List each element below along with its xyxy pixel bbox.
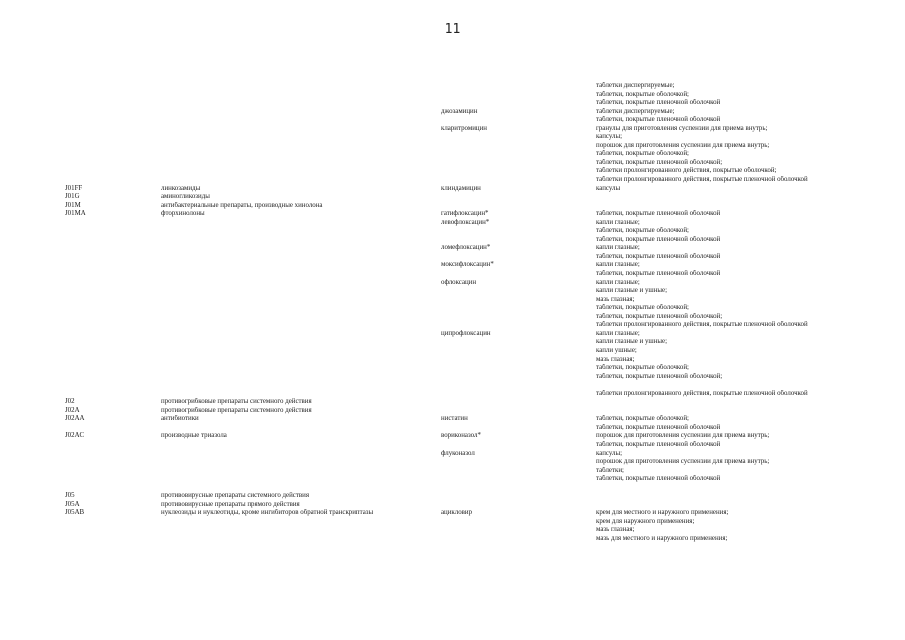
drug-name-cell	[441, 475, 596, 484]
dosage-form-cell: таблетки, покрытые пленочной оболочкой	[596, 252, 721, 260]
table-row	[65, 193, 880, 202]
dosage-form-cell: капсулы	[596, 184, 621, 192]
dosage-form-cell	[596, 202, 880, 211]
pharmacological-group-cell	[161, 467, 441, 476]
atc-code-cell	[65, 424, 161, 433]
pharmacological-group-cell	[161, 441, 441, 450]
pharmacological-group-cell	[161, 313, 441, 322]
dosage-form-cell	[596, 398, 880, 407]
pharmacological-group-cell	[161, 450, 441, 459]
dosage-form-cell	[596, 492, 880, 501]
drug-name-cell	[441, 424, 596, 433]
pharmacological-group-cell	[161, 296, 441, 305]
atc-code-cell	[65, 518, 161, 527]
dosage-form-cell: таблетки, покрытые оболочкой;	[596, 364, 689, 372]
drug-name-cell	[441, 526, 596, 535]
pharmacological-group-cell	[161, 270, 441, 279]
pharmacological-group-cell: противогрибковые препараты системного действия	[161, 398, 312, 406]
dosage-form-cell: таблетки, покрытые пленочной оболочкой;	[596, 372, 723, 380]
pharmacological-group-cell	[161, 458, 441, 467]
table-row	[65, 373, 880, 382]
drug-name-cell	[441, 501, 596, 510]
atc-code-cell: J05A	[65, 500, 80, 508]
table-row	[65, 210, 880, 219]
atc-code-cell	[65, 116, 161, 125]
pharmacological-group-cell	[161, 125, 441, 134]
table-row	[65, 347, 880, 356]
table-row	[65, 287, 880, 296]
drug-name-cell	[441, 373, 596, 382]
table-row	[65, 99, 880, 108]
dosage-form-cell: таблетки, покрытые пленочной оболочкой	[596, 116, 721, 124]
drug-name-cell: гатифлоксацин*	[441, 210, 489, 218]
drug-name-cell	[441, 407, 596, 416]
drug-name-cell	[441, 202, 596, 211]
atc-code-cell	[65, 364, 161, 373]
dosage-form-cell: порошок для приготовления суспензии для приема внутрь;	[596, 458, 770, 466]
dosage-form-cell: таблетки, покрытые пленочной оболочкой	[596, 270, 721, 278]
pharmacological-group-cell	[161, 91, 441, 100]
dosage-form-cell: таблетки, покрытые пленочной оболочкой	[596, 99, 721, 107]
row-spacer-cell	[65, 381, 880, 390]
table-row	[65, 321, 880, 330]
drug-name-cell	[441, 142, 596, 151]
table-row	[65, 304, 880, 313]
drug-name-cell: вориконазол*	[441, 432, 481, 440]
dosage-form-cell: таблетки пролонгированного действия, покрытые пленочной оболочкой	[596, 389, 808, 397]
dosage-form-cell: капсулы;	[596, 133, 622, 141]
atc-code-cell	[65, 219, 161, 228]
drug-name-cell	[441, 390, 596, 399]
dosage-form-cell: таблетки, покрытые пленочной оболочкой	[596, 423, 721, 431]
atc-code-cell: J01FF	[65, 184, 83, 192]
drug-name-cell: моксифлоксацин*	[441, 261, 494, 269]
drug-name-cell: офлоксацин	[441, 278, 477, 286]
table-row	[65, 475, 880, 484]
atc-code-cell: J05AB	[65, 509, 85, 517]
drug-name-cell	[441, 356, 596, 365]
dosage-form-cell: таблетки, покрытые пленочной оболочкой	[596, 210, 721, 218]
drug-name-cell	[441, 176, 596, 185]
table-row	[65, 526, 880, 535]
pharmacological-group-cell	[161, 159, 441, 168]
pharmacological-group-cell	[161, 116, 441, 125]
table-row	[65, 467, 880, 476]
atc-code-cell	[65, 458, 161, 467]
table-row	[65, 535, 880, 544]
atc-code-cell	[65, 91, 161, 100]
pharmacological-group-cell	[161, 330, 441, 339]
atc-code-cell	[65, 227, 161, 236]
drug-name-cell: ципрофлоксацин	[441, 329, 491, 337]
table-row	[65, 356, 880, 365]
pharmacological-group-cell	[161, 99, 441, 108]
drug-name-cell	[441, 535, 596, 544]
dosage-form-cell: капсулы;	[596, 449, 622, 457]
row-spacer	[65, 484, 880, 493]
dosage-form-cell: мазь для местного и наружного применения;	[596, 534, 728, 542]
pharmacological-group-cell	[161, 356, 441, 365]
dosage-form-cell: таблетки;	[596, 466, 624, 474]
dosage-form-cell: порошок для приготовления суспензии для приема внутрь;	[596, 432, 770, 440]
atc-code-cell	[65, 441, 161, 450]
drug-name-cell	[441, 167, 596, 176]
table-row	[65, 236, 880, 245]
drug-name-cell	[441, 364, 596, 373]
drug-name-cell	[441, 82, 596, 91]
dosage-form-cell: таблетки пролонгированного действия, покрытые пленочной оболочкой	[596, 176, 808, 184]
drug-name-cell: джозамицин	[441, 107, 478, 115]
drug-name-cell	[441, 313, 596, 322]
table-row	[65, 125, 880, 134]
table-row	[65, 219, 880, 228]
drug-name-cell	[441, 467, 596, 476]
atc-code-cell: J02A	[65, 406, 80, 414]
pharmacological-group-cell	[161, 338, 441, 347]
atc-code-cell	[65, 270, 161, 279]
atc-code-cell	[65, 330, 161, 339]
drug-name-cell	[441, 304, 596, 313]
drug-name-cell: левофлоксацин*	[441, 218, 490, 226]
dosage-form-cell: таблетки диспергируемые;	[596, 82, 675, 89]
drug-name-cell	[441, 236, 596, 245]
atc-code-cell	[65, 108, 161, 117]
pharmacological-group-cell	[161, 475, 441, 484]
atc-code-cell	[65, 159, 161, 168]
table-row	[65, 279, 880, 288]
pharmacological-group-cell	[161, 424, 441, 433]
page-number: 11	[444, 22, 461, 37]
pharmacological-group-cell	[161, 176, 441, 185]
atc-code-cell	[65, 279, 161, 288]
drug-name-cell	[441, 193, 596, 202]
medication-table	[65, 82, 880, 544]
table-row	[65, 441, 880, 450]
dosage-form-cell: таблетки, покрытые пленочной оболочкой	[596, 475, 721, 483]
pharmacological-group-cell: линкозамиды	[161, 184, 201, 192]
dosage-form-cell: мазь глазная;	[596, 355, 635, 363]
pharmacological-group-cell	[161, 321, 441, 330]
dosage-form-cell: капли глазные и ушные;	[596, 287, 667, 295]
atc-code-cell	[65, 535, 161, 544]
atc-code-cell	[65, 390, 161, 399]
pharmacological-group-cell: противовирусные препараты прямого действия	[161, 500, 300, 508]
dosage-form-cell: капли глазные;	[596, 244, 640, 252]
drug-name-cell	[441, 116, 596, 125]
pharmacological-group-cell	[161, 535, 441, 544]
table-row	[65, 424, 880, 433]
pharmacological-group-cell	[161, 142, 441, 151]
drug-name-cell: нистатин	[441, 415, 468, 423]
pharmacological-group-cell	[161, 227, 441, 236]
dosage-form-cell: капли глазные и ушные;	[596, 338, 667, 346]
dosage-form-cell: таблетки, покрытые оболочкой;	[596, 90, 689, 98]
drug-name-cell	[441, 270, 596, 279]
dosage-form-cell: таблетки, покрытые оболочкой;	[596, 150, 689, 158]
dosage-form-cell: таблетки диспергируемые;	[596, 107, 675, 115]
atc-code-cell	[65, 253, 161, 262]
table-row	[65, 364, 880, 373]
table-row	[65, 82, 880, 91]
pharmacological-group-cell: антибактериальные препараты, производные хинолона	[161, 201, 323, 209]
drug-name-cell	[441, 99, 596, 108]
atc-code-cell	[65, 99, 161, 108]
table-row	[65, 432, 880, 441]
atc-code-cell	[65, 167, 161, 176]
drug-name-cell: флуконазол	[441, 449, 475, 457]
dosage-form-cell: капли глазные;	[596, 218, 640, 226]
table-row	[65, 330, 880, 339]
pharmacological-group-cell	[161, 526, 441, 535]
drug-name-cell	[441, 347, 596, 356]
atc-code-cell	[65, 261, 161, 270]
atc-code-cell	[65, 142, 161, 151]
row-spacer	[65, 381, 880, 390]
drug-name-cell	[441, 492, 596, 501]
drug-name-cell	[441, 133, 596, 142]
table-row	[65, 244, 880, 253]
table-row	[65, 176, 880, 185]
dosage-form-cell: таблетки, покрытые оболочкой;	[596, 227, 689, 235]
table-row	[65, 338, 880, 347]
drug-name-cell: ломефлоксацин*	[441, 244, 491, 252]
pharmacological-group-cell	[161, 82, 441, 91]
table-row	[65, 458, 880, 467]
dosage-form-cell: таблетки, покрытые пленочной оболочкой;	[596, 312, 723, 320]
pharmacological-group-cell	[161, 150, 441, 159]
table-row	[65, 450, 880, 459]
dosage-form-cell: крем для наружного применения;	[596, 517, 695, 525]
pharmacological-group-cell: противовирусные препараты системного действия	[161, 492, 309, 500]
dosage-form-cell: порошок для приготовления суспензии для приема внутрь;	[596, 141, 770, 149]
table-row	[65, 518, 880, 527]
pharmacological-group-cell	[161, 244, 441, 253]
row-spacer-cell	[65, 484, 880, 493]
pharmacological-group-cell	[161, 261, 441, 270]
table-row	[65, 133, 880, 142]
drug-name-cell	[441, 91, 596, 100]
drug-name-cell	[441, 150, 596, 159]
dosage-form-cell: таблетки пролонгированного действия, покрытые пленочной оболочкой	[596, 321, 808, 329]
dosage-form-cell	[596, 501, 880, 510]
table-row	[65, 415, 880, 424]
table-row	[65, 91, 880, 100]
table-row	[65, 296, 880, 305]
table-row	[65, 398, 880, 407]
atc-code-cell	[65, 244, 161, 253]
atc-code-cell: J01M	[65, 201, 81, 209]
atc-code-cell	[65, 150, 161, 159]
pharmacological-group-cell	[161, 219, 441, 228]
dosage-form-cell: таблетки, покрытые оболочкой;	[596, 304, 689, 312]
medication-table-body	[65, 82, 880, 544]
dosage-form-cell: капли глазные;	[596, 329, 640, 337]
dosage-form-cell: таблетки, покрытые пленочной оболочкой	[596, 235, 721, 243]
atc-code-cell	[65, 338, 161, 347]
table-row	[65, 509, 880, 518]
atc-code-cell	[65, 176, 161, 185]
atc-code-cell: J05	[65, 492, 75, 500]
atc-code-cell	[65, 236, 161, 245]
table-row	[65, 501, 880, 510]
pharmacological-group-cell	[161, 133, 441, 142]
drug-name-cell	[441, 518, 596, 527]
atc-code-cell	[65, 287, 161, 296]
drug-name-cell	[441, 296, 596, 305]
drug-name-cell	[441, 227, 596, 236]
dosage-form-cell: таблетки пролонгированного действия, покрытые оболочкой;	[596, 167, 777, 175]
atc-code-cell	[65, 475, 161, 484]
drug-name-cell	[441, 441, 596, 450]
dosage-form-cell: капли ушные;	[596, 346, 637, 354]
table-row	[65, 270, 880, 279]
atc-code-cell	[65, 347, 161, 356]
drug-name-cell	[441, 159, 596, 168]
atc-code-cell	[65, 82, 161, 91]
table-row	[65, 253, 880, 262]
atc-code-cell	[65, 133, 161, 142]
atc-code-cell: J01G	[65, 193, 80, 201]
dosage-form-cell: капли глазные;	[596, 261, 640, 269]
table-row	[65, 185, 880, 194]
table-row	[65, 167, 880, 176]
drug-name-cell	[441, 287, 596, 296]
atc-code-cell	[65, 125, 161, 134]
dosage-form-cell: таблетки, покрытые оболочкой;	[596, 415, 689, 423]
atc-code-cell	[65, 313, 161, 322]
atc-code-cell	[65, 467, 161, 476]
dosage-form-cell: капли глазные;	[596, 278, 640, 286]
table-row	[65, 261, 880, 270]
atc-code-cell: J01MA	[65, 210, 86, 218]
pharmacological-group-cell	[161, 390, 441, 399]
pharmacological-group-cell	[161, 364, 441, 373]
pharmacological-group-cell	[161, 279, 441, 288]
table-row	[65, 116, 880, 125]
atc-code-cell	[65, 450, 161, 459]
pharmacological-group-cell: производные триазола	[161, 432, 227, 440]
pharmacological-group-cell	[161, 287, 441, 296]
pharmacological-group-cell: аминогликозиды	[161, 193, 210, 201]
dosage-form-cell: таблетки, покрытые пленочной оболочкой	[596, 440, 721, 448]
pharmacological-group-cell	[161, 236, 441, 245]
drug-name-cell	[441, 338, 596, 347]
table-row	[65, 159, 880, 168]
drug-name-cell	[441, 321, 596, 330]
pharmacological-group-cell: нуклеозиды и нуклеотиды, кроме ингибиторов обратной транскриптазы	[161, 509, 374, 517]
drug-name-cell	[441, 253, 596, 262]
dosage-form-cell: мазь глазная;	[596, 295, 635, 303]
pharmacological-group-cell	[161, 108, 441, 117]
atc-code-cell	[65, 526, 161, 535]
table-row	[65, 390, 880, 399]
pharmacological-group-cell	[161, 253, 441, 262]
dosage-form-cell: таблетки, покрытые пленочной оболочкой;	[596, 158, 723, 166]
drug-name-cell	[441, 458, 596, 467]
pharmacological-group-cell	[161, 167, 441, 176]
pharmacological-group-cell	[161, 304, 441, 313]
pharmacological-group-cell: антибиотики	[161, 415, 199, 423]
pharmacological-group-cell: фторхинолоны	[161, 210, 205, 218]
pharmacological-group-cell: противогрибковые препараты системного действия	[161, 406, 312, 414]
drug-name-cell: ацикловир	[441, 509, 473, 517]
drug-name-cell	[441, 398, 596, 407]
dosage-form-cell	[596, 193, 880, 202]
atc-code-cell	[65, 321, 161, 330]
table-row	[65, 227, 880, 236]
table-row	[65, 313, 880, 322]
drug-name-cell: кларитромицин	[441, 124, 487, 132]
atc-code-cell: J02	[65, 398, 75, 406]
dosage-form-cell: гранулы для приготовления суспензии для приема внутрь;	[596, 124, 768, 132]
pharmacological-group-cell	[161, 347, 441, 356]
table-row	[65, 407, 880, 416]
dosage-form-cell: мазь глазная;	[596, 526, 635, 534]
table-row	[65, 202, 880, 211]
table-row	[65, 142, 880, 151]
table-row	[65, 150, 880, 159]
dosage-form-cell	[596, 407, 880, 416]
drug-name-cell: клиндамицин	[441, 184, 481, 192]
atc-code-cell	[65, 356, 161, 365]
atc-code-cell: J02AC	[65, 432, 85, 440]
atc-code-cell	[65, 373, 161, 382]
pharmacological-group-cell	[161, 518, 441, 527]
table-row	[65, 492, 880, 501]
atc-code-cell	[65, 296, 161, 305]
atc-code-cell: J02AA	[65, 415, 85, 423]
table-row	[65, 108, 880, 117]
atc-code-cell	[65, 304, 161, 313]
dosage-form-cell: крем для местного и наружного применения;	[596, 509, 729, 517]
pharmacological-group-cell	[161, 373, 441, 382]
